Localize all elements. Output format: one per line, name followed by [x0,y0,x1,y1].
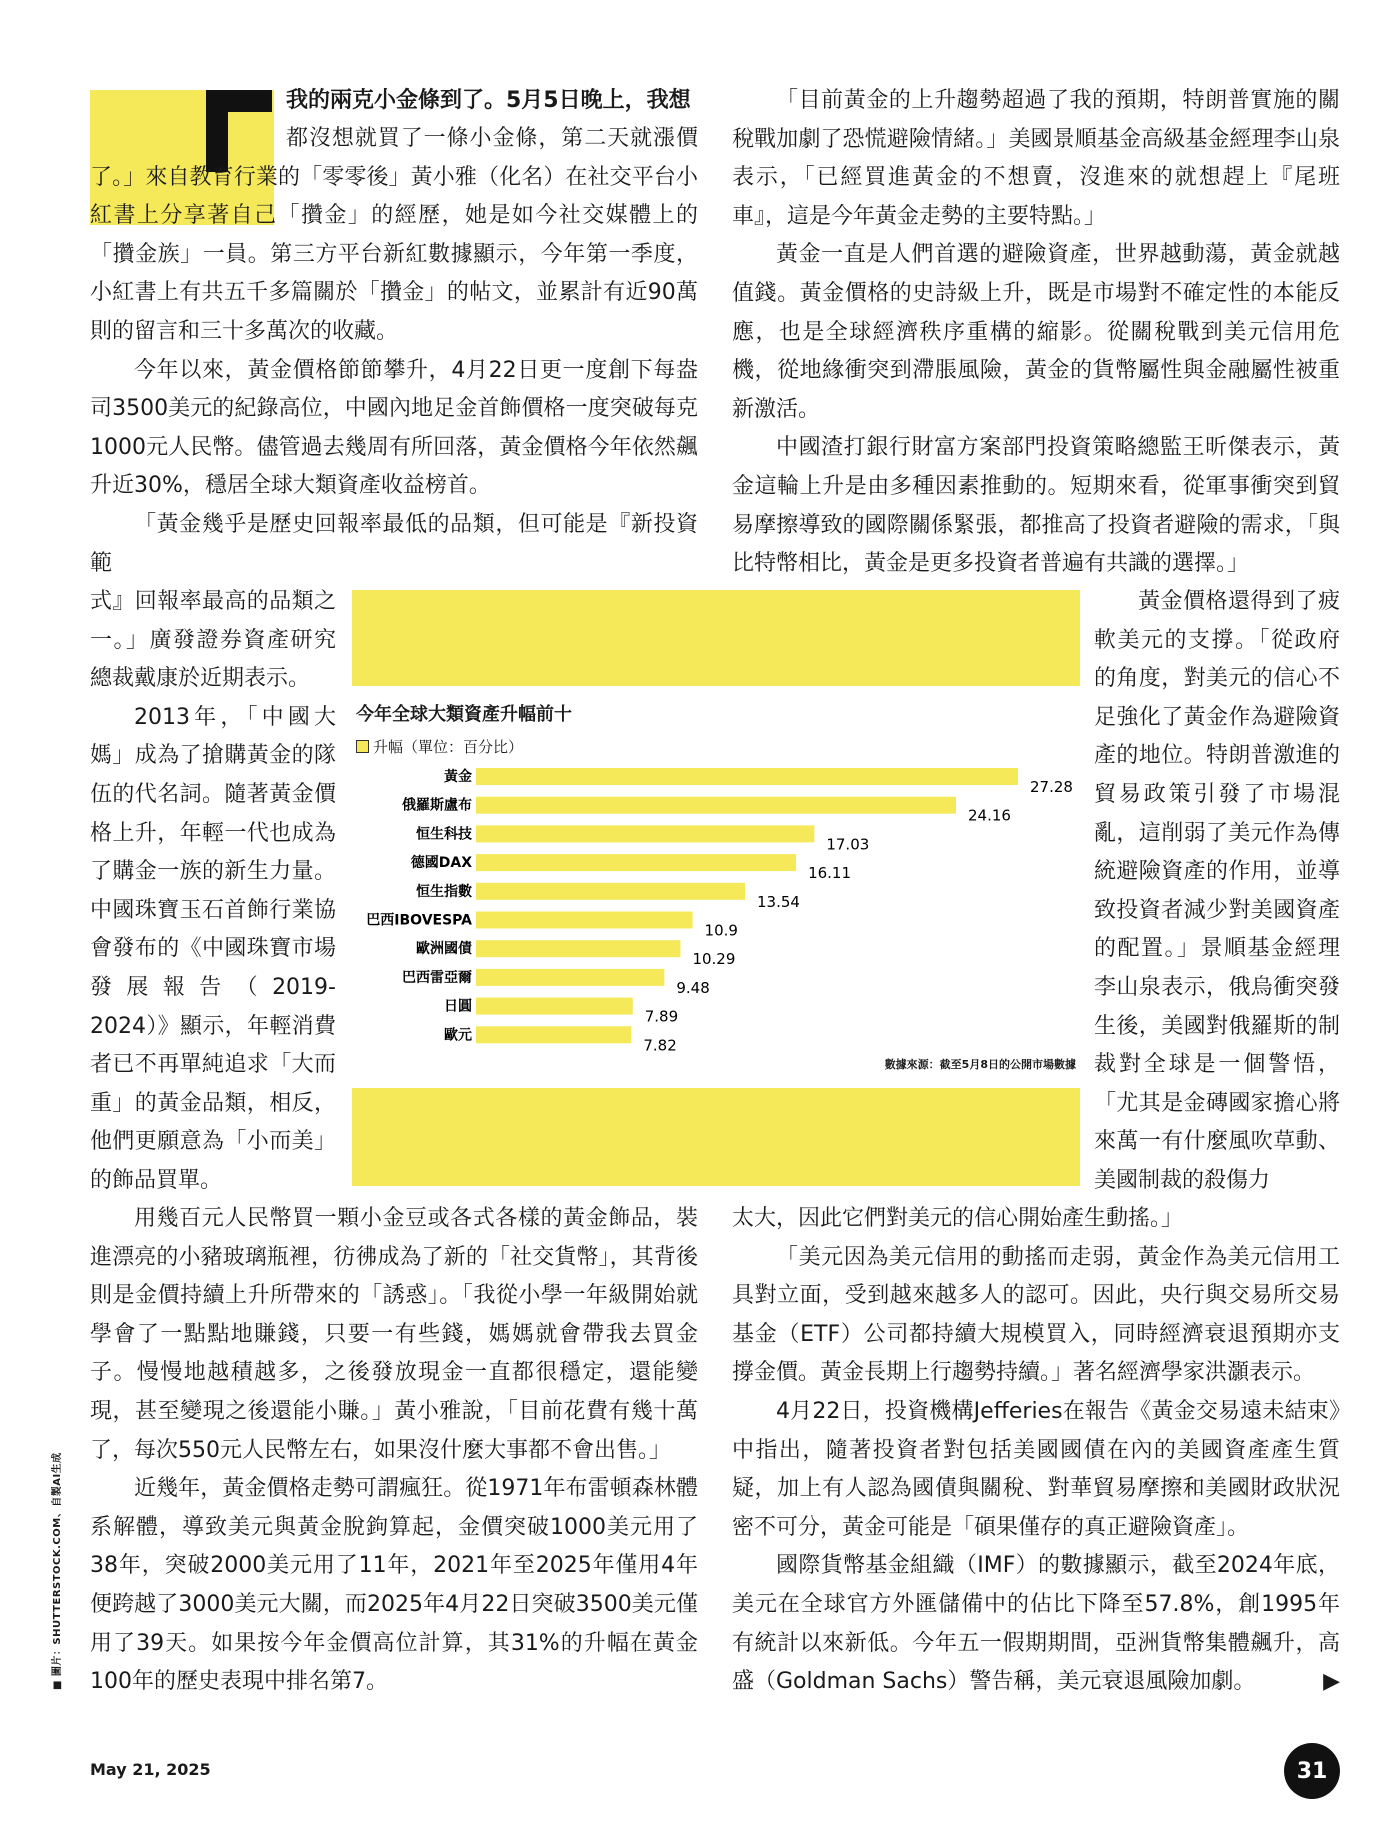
value-label: 16.11 [808,864,852,883]
article-left-narrow [90,583,336,1201]
bar [476,768,1018,785]
continue-arrow-icon: ▶ [1323,1669,1340,1695]
bar [476,854,796,871]
value-label: 9.48 [676,978,710,997]
value-label: 10.9 [704,921,738,940]
article-paragraph: 國際貨幣基金組織（IMF）的數據顯示，截至2024年底，美元在全球官方外匯儲備中的佔比下降至57.8%，創1995年有統計以來新低。今年五一假期期間，亞洲貨幣集體飆升，高盛（Goldman Sachs）警告稱，美元衰退風險加劇。 ▶ [732,1547,1340,1701]
value-label: 17.03 [826,835,870,854]
value-label: 7.89 [644,1007,679,1026]
article-left-bottom [90,1200,698,1702]
article-paragraph: 今年以來，黃金價格節節攀升，4月22日更一度創下每盎司3500美元的紀錄高位，中國內地足金首飾價格一度突破每克1000元人民幣。儘管過去幾周有所回落，黃金價格今年依然飆升近30%，穩居全球大類資產收益榜首。 [90,357,698,499]
article-paragraph: 用幾百元人民幣買一顆小金豆或各式各樣的黃金飾品，裝進漂亮的小豬玻璃瓶裡，彷彿成為了新的「社交貨幣」，其背後則是金價持續上升所帶來的「誘惑」。「我從小學一年級開始就學會了一點點地賺錢，只要一有些錢，媽媽就會帶我去買金子。慢慢地越積越多，之後發放現金一直都很穩定，還能變現，甚至變現之後還能小賺。」黃小雅說，「目前花費有幾十萬了，每次550元人民幣左右，如果沒什麼大事都不會出售。」 [90,1206,698,1463]
article-paragraph: 「黃金幾乎是歷史回報率最低的品類，但可能是『新投資範 [90,511,698,576]
article-paragraph: 「美元因為美元信用的動搖而走弱，黃金作為美元信用工具對立面，受到越來越多人的認可。因此，央行與交易所交易基金（ETF）公司都持續大規模買入，同時經濟衰退預期亦支撐金價。黃金長期上行趨勢持續。」著名經濟學家洪灝表示。 [732,1244,1340,1386]
category-label: 歐元 [444,1027,472,1044]
value-label: 7.82 [643,1036,677,1055]
article-paragraph: 「目前黃金的上升趨勢超過了我的預期，特朗普實施的關稅戰加劇了恐慌避險情緒。」美國景順基金高級基金經理李山泉表示，「已經買進黃金的不想賣，沒進來的就想趕上『尾班車』，這是今年黃金走勢的主要特點。」 [732,88,1340,229]
article-paragraph: 中國渣打銀行財富方案部門投資策略總監王昕傑表示，黃金這輪上升是由多種因素推動的。短期來看，從軍事衝突到貿易摩擦導致的國際關係緊張，都推高了投資者避險的需求，「與比特幣相比，黃金是更多投資者普遍有共識的選擇。」 [732,435,1340,577]
value-label: 10.29 [692,950,736,969]
chart-top-band [352,590,1080,686]
chart-bottom-band [352,1088,1080,1186]
chart-legend [356,736,523,757]
photo-credit [44,1452,64,1690]
article-paragraph: 4月22日，投資機構Jefferies在報告《黃金交易遠未結束》中指出，隨著投資者對包括美國國債在內的美國資產產生質疑，加上有人認為國債與關稅、對華貿易摩擦和美國財政狀況密不可分，黃金可能是「碩果僅存的真正避險資產」。 [732,1398,1340,1540]
bar [476,998,633,1015]
category-label: 俄羅斯盧布 [402,797,472,814]
article-paragraph: 式』回報率最高的品類之一。」廣發證券資產研究總裁戴康於近期表示。 [90,589,336,692]
article-paragraph: 太大，因此它們對美元的信心開始產生動搖。」 [732,1206,1184,1231]
bar [476,825,814,842]
article-paragraph: 都沒想就買了一條小金條，第二天就漲價了。」來自教育行業的「零零後」黃小雅（化名）在社交平台小紅書上分享著自己「攢金」的經歷，她是如今社交媒體上的「攢金族」一員。第三方平台新紅數據顯示，今年第一季度，小紅書上有共五千多篇關於「攢金」的帖文，並累計有近90萬則的留言和三十多萬次的收藏。 [90,126,698,344]
article-paragraph: 黃金一直是人們首選的避險資產，世界越動蕩，黃金就越值錢。黃金價格的史詩級上升，既是市場對不確定性的本能反應，也是全球經濟秩序重構的縮影。從關稅戰到美元信用危機，從地緣衝突到滯脹風險，黃金的貨幣屬性與金融屬性被重新激活。 [732,242,1340,422]
category-label: 歐洲國債 [416,941,472,958]
bar [476,940,680,957]
category-label: 德國DAX [410,855,472,872]
category-label: 巴西雷亞爾 [402,969,472,986]
category-label: 日圓 [444,998,472,1015]
article-right-narrow [1094,583,1340,1201]
bar-chart [350,760,1090,1060]
category-label: 恒生指數 [416,883,472,900]
value-label: 27.28 [1030,778,1073,796]
category-label: 巴西IBOVESPA [366,912,472,929]
article-right-top [732,82,1340,584]
article-paragraph: 近幾年，黃金價格走勢可謂瘋狂。從1971年布雷頓森林體系解體，導致美元與黃金脫鉤算起，金價突破1000美元用了38年，突破2000美元用了11年，2021年至2025年僅用4年便跨越了3000美元大關，而2025年4月22日突破3500美元僅用了39天。如果按今年金價高位計算，其31%的升幅在黃金100年的歷史表現中排名第7。 [90,1476,698,1695]
page-number: 31 [1284,1743,1340,1799]
article-right-bottom [732,1200,1340,1702]
chart-title: 今年全球大類資產升幅前十 [356,704,572,725]
bar [476,969,664,986]
legend-swatch [356,740,369,753]
bar [476,797,956,814]
bar [476,1026,631,1043]
photo-credit-text: ■ 圖片：SHUTTERSTOCK.COM、自製AI生成 [52,1452,63,1690]
value-label: 13.54 [757,892,800,911]
chart-source: 數據來源：截至5月8日的公開市場數據 [884,1058,1076,1071]
category-label: 恒生科技 [416,826,472,843]
legend-label: 升幅（單位：百分比） [373,738,524,756]
article-left-top [286,82,698,121]
article-paragraph: 2013年，「中國大媽」成為了搶購黃金的隊伍的代名詞。隨著黃金價格上升，年輕一代也成為了購金一族的新生力量。中國珠寶玉石首飾行業協會發布的《中國珠寶市場發展報告（2019-2024）》顯示，年輕消費者已不再單純追求「大而重」的黃金品類，相反，他們更願意為「小而美」的飾品買單。 [90,704,336,1193]
article-left-top-body [90,120,698,583]
bar [476,912,693,929]
value-label: 24.16 [968,806,1011,825]
category-label: 黃金 [444,769,472,785]
article-lead: 我的兩克小金條到了。5月5日晚上，我想 [286,88,691,113]
bar [476,883,745,900]
article-paragraph: 黃金價格還得到了疲軟美元的支撐。「從政府的角度，對美元的信心不足強化了黃金作為避險資產的地位。特朗普激進的貿易政策引發了市場混亂，這削弱了美元作為傳統避險資產的作用，並導致投資者減少對美國資產的配置。」景順基金經理李山泉表示，俄烏衝突發生後，美國對俄羅斯的制裁對全球是一個警悟，「尤其是金磚國家擔心將來萬一有什麼風吹草動、美國制裁的殺傷力 [1094,589,1340,1193]
issue-date: May 21, 2025 [90,1760,211,1779]
